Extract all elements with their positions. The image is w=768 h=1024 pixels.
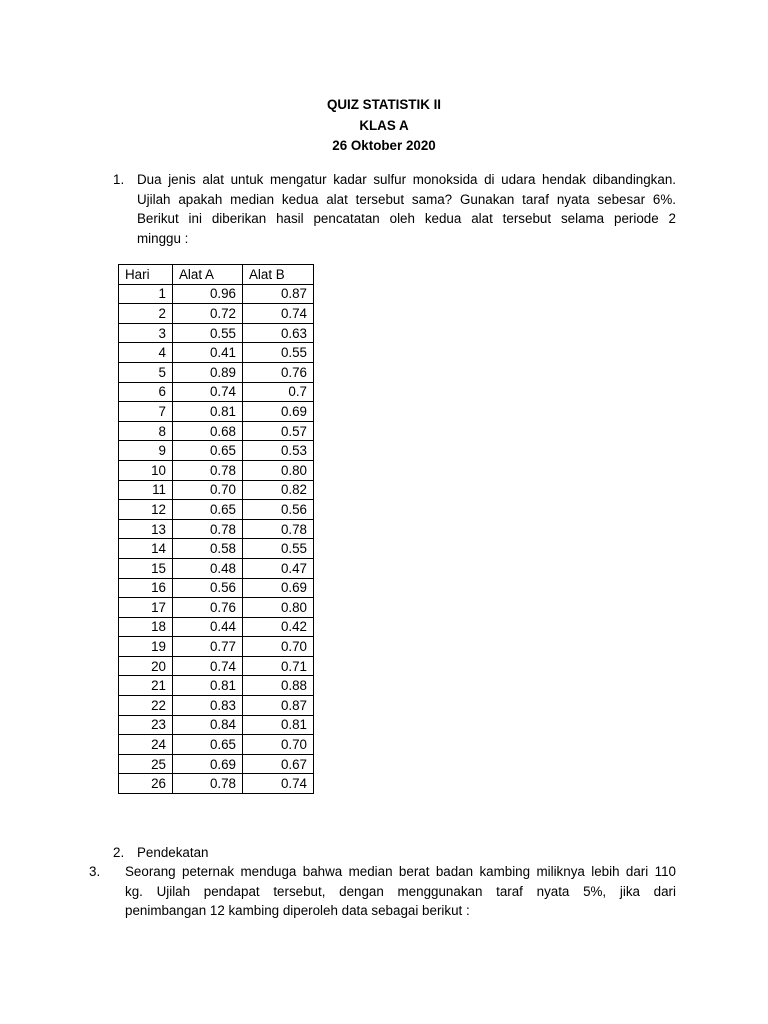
cell-alat-a: 0.83 bbox=[173, 696, 243, 716]
cell-alat-b: 0.80 bbox=[243, 598, 314, 618]
cell-alat-b: 0.53 bbox=[243, 441, 314, 461]
cell-alat-b: 0.67 bbox=[243, 754, 314, 774]
cell-hari: 26 bbox=[119, 774, 173, 794]
table-row bbox=[119, 284, 314, 304]
cell-hari: 12 bbox=[119, 500, 173, 520]
cell-alat-b: 0.42 bbox=[243, 617, 314, 637]
cell-hari: 11 bbox=[119, 480, 173, 500]
cell-alat-a: 0.81 bbox=[173, 676, 243, 696]
table-row bbox=[119, 676, 314, 696]
cell-alat-a: 0.76 bbox=[173, 598, 243, 618]
cell-hari: 20 bbox=[119, 656, 173, 676]
cell-alat-b: 0.55 bbox=[243, 539, 314, 559]
table-row bbox=[119, 558, 314, 578]
quiz-class: KLAS A bbox=[359, 117, 409, 133]
cell-hari: 5 bbox=[119, 362, 173, 382]
cell-alat-b: 0.56 bbox=[243, 500, 314, 520]
table-row bbox=[119, 304, 314, 324]
cell-alat-a: 0.58 bbox=[173, 539, 243, 559]
question-1-line: Dua jenis alat untuk mengatur kadar sulfur monoksida di udara hendak dibandingkan. bbox=[137, 172, 676, 187]
cell-hari: 25 bbox=[119, 754, 173, 774]
question-1-text bbox=[137, 170, 676, 248]
question-2-number: 2. bbox=[113, 845, 125, 860]
cell-hari: 7 bbox=[119, 402, 173, 422]
cell-hari: 3 bbox=[119, 323, 173, 343]
table-row bbox=[119, 441, 314, 461]
cell-alat-a: 0.78 bbox=[173, 460, 243, 480]
table-row bbox=[119, 500, 314, 520]
cell-alat-b: 0.87 bbox=[243, 696, 314, 716]
table-header-row bbox=[119, 265, 314, 285]
cell-hari: 6 bbox=[119, 382, 173, 402]
table-row bbox=[119, 617, 314, 637]
table-row bbox=[119, 656, 314, 676]
cell-alat-b: 0.74 bbox=[243, 304, 314, 324]
cell-hari: 14 bbox=[119, 539, 173, 559]
cell-hari: 8 bbox=[119, 421, 173, 441]
cell-alat-a: 0.70 bbox=[173, 480, 243, 500]
table-row bbox=[119, 696, 314, 716]
cell-alat-b: 0.47 bbox=[243, 558, 314, 578]
cell-alat-a: 0.41 bbox=[173, 343, 243, 363]
cell-hari: 18 bbox=[119, 617, 173, 637]
header-hari: Hari bbox=[119, 265, 173, 285]
table-row bbox=[119, 382, 314, 402]
table-row bbox=[119, 735, 314, 755]
cell-alat-a: 0.74 bbox=[173, 382, 243, 402]
cell-alat-b: 0.69 bbox=[243, 402, 314, 422]
cell-alat-b: 0.87 bbox=[243, 284, 314, 304]
cell-alat-a: 0.84 bbox=[173, 715, 243, 735]
quiz-header bbox=[0, 95, 768, 157]
cell-alat-a: 0.72 bbox=[173, 304, 243, 324]
cell-alat-a: 0.78 bbox=[173, 519, 243, 539]
cell-hari: 4 bbox=[119, 343, 173, 363]
cell-alat-b: 0.82 bbox=[243, 480, 314, 500]
cell-hari: 10 bbox=[119, 460, 173, 480]
table-row bbox=[119, 323, 314, 343]
cell-hari: 21 bbox=[119, 676, 173, 696]
cell-alat-b: 0.78 bbox=[243, 519, 314, 539]
question-1-line: Ujilah apakah median kedua alat tersebut sama? Gunakan taraf nyata sebesar 6%. bbox=[137, 191, 676, 207]
cell-alat-a: 0.68 bbox=[173, 421, 243, 441]
cell-alat-a: 0.89 bbox=[173, 362, 243, 382]
cell-hari: 19 bbox=[119, 637, 173, 657]
cell-alat-a: 0.74 bbox=[173, 656, 243, 676]
cell-hari: 9 bbox=[119, 441, 173, 461]
cell-alat-a: 0.96 bbox=[173, 284, 243, 304]
table-body bbox=[119, 284, 314, 793]
question-3-text bbox=[125, 862, 676, 921]
cell-alat-b: 0.71 bbox=[243, 656, 314, 676]
cell-alat-a: 0.65 bbox=[173, 735, 243, 755]
cell-hari: 22 bbox=[119, 696, 173, 716]
cell-hari: 16 bbox=[119, 578, 173, 598]
cell-alat-b: 0.81 bbox=[243, 715, 314, 735]
table-row bbox=[119, 402, 314, 422]
cell-alat-a: 0.77 bbox=[173, 637, 243, 657]
cell-alat-b: 0.70 bbox=[243, 735, 314, 755]
question-1-line: minggu : bbox=[137, 230, 189, 246]
cell-alat-b: 0.7 bbox=[243, 382, 314, 402]
cell-alat-b: 0.88 bbox=[243, 676, 314, 696]
cell-alat-b: 0.74 bbox=[243, 774, 314, 794]
table-row bbox=[119, 754, 314, 774]
cell-alat-b: 0.69 bbox=[243, 578, 314, 598]
cell-hari: 15 bbox=[119, 558, 173, 578]
table-row bbox=[119, 480, 314, 500]
cell-alat-b: 0.76 bbox=[243, 362, 314, 382]
question-3-number: 3. bbox=[89, 864, 101, 879]
quiz-title: QUIZ STATISTIK II bbox=[326, 97, 442, 112]
question-3-line: Seorang peternak menduga bahwa median berat badan kambing miliknya lebih dari 110 bbox=[125, 864, 676, 879]
table-row bbox=[119, 598, 314, 618]
question-2-text: Pendekatan bbox=[137, 845, 209, 860]
question-1-number: 1. bbox=[113, 172, 125, 187]
cell-hari: 24 bbox=[119, 735, 173, 755]
cell-alat-a: 0.78 bbox=[173, 774, 243, 794]
cell-alat-a: 0.48 bbox=[173, 558, 243, 578]
table-row bbox=[119, 715, 314, 735]
cell-hari: 2 bbox=[119, 304, 173, 324]
cell-alat-b: 0.63 bbox=[243, 323, 314, 343]
cell-alat-a: 0.65 bbox=[173, 441, 243, 461]
table-row bbox=[119, 637, 314, 657]
cell-alat-a: 0.56 bbox=[173, 578, 243, 598]
cell-alat-a: 0.55 bbox=[173, 323, 243, 343]
table-row bbox=[119, 539, 314, 559]
cell-alat-a: 0.65 bbox=[173, 500, 243, 520]
question-3-line: kg. Ujilah pendapat tersebut, dengan menggunakan taraf nyata 5%, jika dari bbox=[125, 883, 676, 899]
cell-hari: 17 bbox=[119, 598, 173, 618]
data-table bbox=[118, 264, 314, 794]
cell-alat-b: 0.80 bbox=[243, 460, 314, 480]
question-3-line: penimbangan 12 kambing diperoleh data sebagai berikut : bbox=[125, 903, 470, 919]
table-row bbox=[119, 460, 314, 480]
cell-hari: 1 bbox=[119, 284, 173, 304]
table-row bbox=[119, 421, 314, 441]
table-row bbox=[119, 578, 314, 598]
table-row bbox=[119, 362, 314, 382]
cell-alat-b: 0.55 bbox=[243, 343, 314, 363]
cell-alat-a: 0.44 bbox=[173, 617, 243, 637]
cell-hari: 23 bbox=[119, 715, 173, 735]
cell-hari: 13 bbox=[119, 519, 173, 539]
quiz-date: 26 Oktober 2020 bbox=[332, 138, 436, 153]
cell-alat-a: 0.81 bbox=[173, 402, 243, 422]
question-1-line: Berikut ini diberikan hasil pencatatan oleh kedua alat tersebut selama periode 2 bbox=[137, 211, 676, 227]
table-row bbox=[119, 343, 314, 363]
header-alat-a: Alat A bbox=[173, 265, 243, 285]
cell-alat-a: 0.69 bbox=[173, 754, 243, 774]
cell-alat-b: 0.70 bbox=[243, 637, 314, 657]
table-row bbox=[119, 519, 314, 539]
cell-alat-b: 0.57 bbox=[243, 421, 314, 441]
header-alat-b: Alat B bbox=[243, 265, 314, 285]
table-row bbox=[119, 774, 314, 794]
